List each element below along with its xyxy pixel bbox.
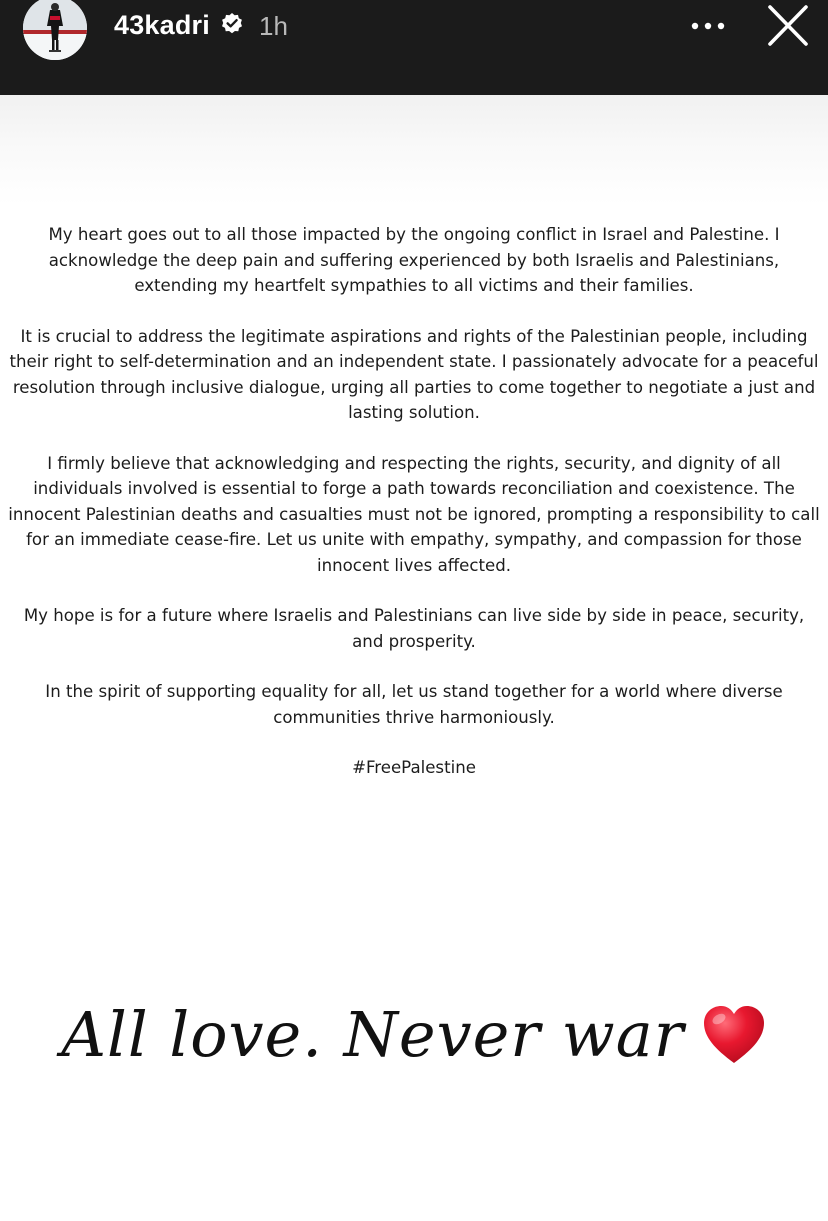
avatar-image <box>23 0 87 60</box>
statement-paragraph-3: I firmly believe that acknowledging and respecting the rights, security, and dignity of all individuals involved is essential to forge a path towards reconciliation and coexistence. The innocent Palestinian deaths and casualties must not be ignored, prompting a responsibility to call for an immediate cease-fire. Let us unite with empathy, sympathy, and compassion for those innocent lives affected. <box>8 453 820 575</box>
statement-text <box>0 222 828 806</box>
statement-paragraph-2: It is crucial to address the legitimate aspirations and rights of the Palestinian people, including their right to self-determination and an independent state. I passionately advocate for a peaceful resolution through inclusive dialogue, urging all parties to come together to negotiate a just and lasting solution. <box>9 326 819 422</box>
statement-paragraph-5: In the spirit of supporting equality for all, let us stand together for a world where diverse communities thrive harmoniously. <box>45 682 783 727</box>
statement-paragraph-4: My hope is for a future where Israelis and Palestinians can live side by side in peace, security, and prosperity. <box>23 606 805 651</box>
caption-text: All love. Never war <box>61 998 685 1071</box>
more-options-icon[interactable] <box>686 14 732 38</box>
username[interactable]: 43kadri <box>114 10 210 40</box>
avatar[interactable] <box>23 0 87 60</box>
heart-icon <box>701 1003 767 1067</box>
verified-badge-icon <box>220 12 244 36</box>
story-header <box>0 0 828 95</box>
hashtag: #FreePalestine <box>352 758 476 777</box>
statement-paragraph-1: My heart goes out to all those impacted by the ongoing conflict in Israel and Palestine. I acknowledge the deep pain and suffering experienced by both Israelis and Palestinians, extending my heartfelt sympathies to all victims and their families. <box>48 225 780 295</box>
post-timestamp: 1h <box>259 11 288 41</box>
close-icon[interactable] <box>764 4 812 48</box>
story-caption <box>0 998 828 1071</box>
